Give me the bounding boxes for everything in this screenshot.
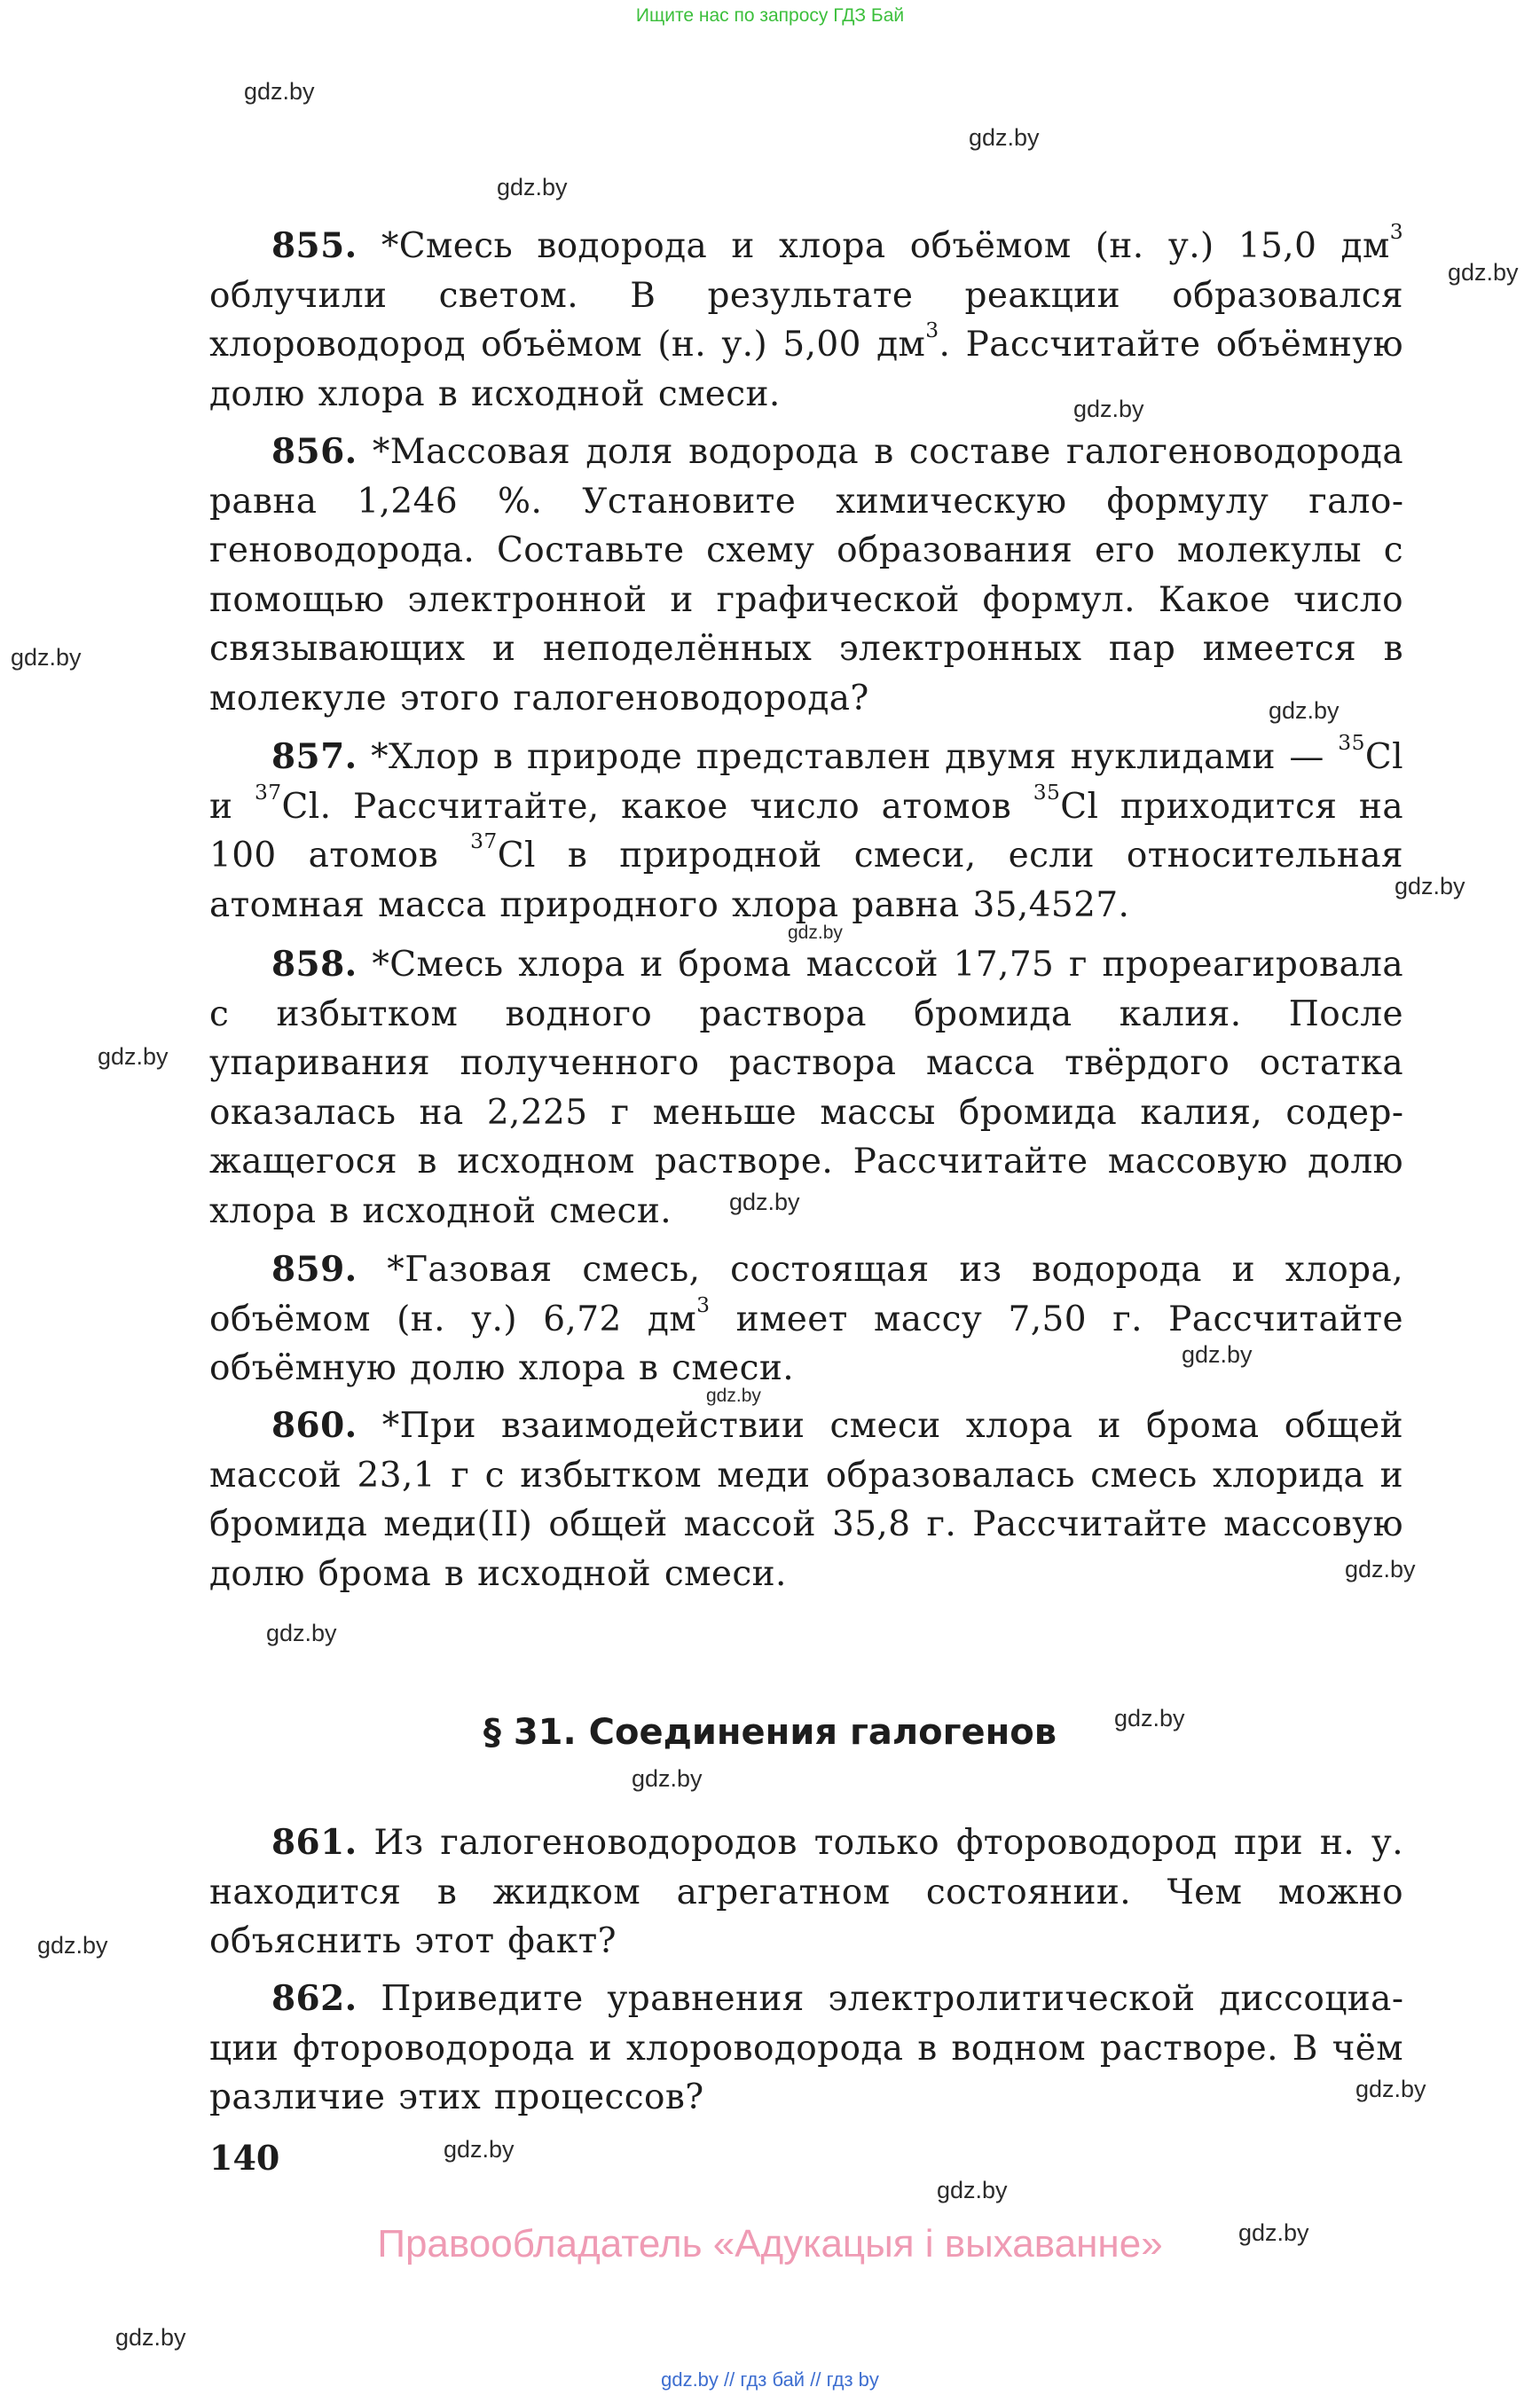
problem-856 <box>209 428 1403 723</box>
watermark: gdz.by <box>632 1765 703 1792</box>
watermark: gdz.by <box>244 78 315 105</box>
superscript: 3 <box>1389 218 1403 244</box>
watermark: gdz.by <box>1345 1556 1416 1582</box>
problem-text: *Смесь хлора и брома массой 17,75 г прореагировала с избытком водного раствора бромида калия. После упаривания полученного раствора масса твёрдого остатка оказалась на 2,225 г меньше массы бромида калия, содержащегося в исходном растворе. Рассчитайте массовую долю хлора в исходной смеси. <box>209 945 1403 1231</box>
problem-text: Cl приходится на 100 атомов <box>209 786 1403 876</box>
watermark: gdz.by <box>1395 873 1465 899</box>
problem-text: Приведите уравнения электролитической диссоциации фтороводорода и хлороводорода в водном растворе. В чём различие этих процессов? <box>209 1979 1403 2117</box>
watermark: gdz.by <box>1238 2219 1309 2246</box>
watermark: gdz.by <box>706 1386 761 1406</box>
watermark: gdz.by <box>115 2324 186 2351</box>
problem-number: 858. <box>271 944 358 985</box>
watermark: gdz.by <box>444 2136 515 2163</box>
search-banner[interactable]: Ищите нас по запросу ГДЗ Бай <box>635 5 905 26</box>
problem-text: облучили светом. В результате реакции образовался хлороводород объёмом (н. у.) 5,00 дм <box>209 275 1403 365</box>
watermark: gdz.by <box>969 124 1040 151</box>
superscript: 37 <box>254 779 282 805</box>
problem-text: Cl в природной смеси, если относительная атомная масса природного хлора равна 35,4527. <box>209 836 1403 925</box>
problem-857 <box>209 729 1403 930</box>
problem-text: Cl. Рассчитайте, какое число атомов <box>281 786 1033 827</box>
problem-text: *Массовая доля водорода в составе галогеноводорода равна 1,246 %. Установите химическую формулу галогеноводорода. Составьте схему образования его молекулы с помощью электронной и графической формул. Какое число связывающих и неподелённых электронных пар имеется в молекуле этого галогеноводорода? <box>209 432 1403 719</box>
problem-text: Cl и <box>209 737 1403 827</box>
watermark: gdz.by <box>1355 2076 1426 2102</box>
superscript: 35 <box>1338 729 1365 755</box>
watermark: gdz.by <box>266 1620 337 1646</box>
watermark: gdz.by <box>937 2177 1008 2203</box>
problem-number: 855. <box>271 225 358 266</box>
problem-text: . Рассчитайте объёмную долю хлора в исходной смеси. <box>209 325 1403 414</box>
problem-number: 856. <box>271 431 358 472</box>
problem-text: *Смесь водорода и хлора объёмом (н. у.) 15,0 дм <box>381 226 1390 266</box>
watermark: gdz.by <box>1182 1341 1253 1368</box>
watermark: gdz.by <box>37 1932 108 1959</box>
problem-text: *Газовая смесь, состоящая из водорода и хлора, объёмом (н. у.) 6,72 дм <box>209 1250 1403 1339</box>
footer-link-gdz-by[interactable]: gdz.by <box>661 2368 719 2391</box>
problem-859 <box>209 1245 1403 1394</box>
watermark: gdz.by <box>98 1043 169 1070</box>
superscript: 3 <box>925 317 939 342</box>
problem-862 <box>209 1975 1403 2123</box>
watermark: gdz.by <box>497 174 568 200</box>
watermark: gdz.by <box>1114 1705 1185 1732</box>
problem-860 <box>209 1402 1403 1598</box>
footer-link-gdz-by-ru[interactable]: гдз by <box>826 2368 879 2391</box>
problem-text: Из галогеноводородов только фтороводород при н. у. находится в жидком агрегатном состоянии. Чем можно объяснить этот факт? <box>209 1823 1403 1961</box>
footer-separator: // <box>810 2368 821 2391</box>
footer-links <box>0 2368 1540 2391</box>
problem-text: *При взаимодействии смеси хлора и брома общей массой 23,1 г с избытком меди образовалась смесь хлорида и бромида меди(II) общей массой 35,8 г. Рассчитайте массовую долю брома в исходной смеси. <box>209 1406 1403 1594</box>
page-number: 140 <box>209 2138 280 2178</box>
problem-858 <box>209 940 1403 1236</box>
problem-number: 857. <box>271 736 358 777</box>
problem-861 <box>209 1818 1403 1967</box>
watermark: gdz.by <box>1448 259 1519 286</box>
superscript: 35 <box>1033 779 1061 805</box>
watermark: gdz.by <box>729 1189 800 1215</box>
watermark: gdz.by <box>1269 697 1340 724</box>
watermark: gdz.by <box>1073 396 1144 422</box>
problem-number: 862. <box>271 1978 358 2019</box>
watermark: gdz.by <box>11 644 82 671</box>
problem-text: имеет массу 7,50 г. Рассчитайте объёмную долю хлора в смеси. <box>209 1299 1403 1388</box>
problem-number: 859. <box>271 1249 358 1290</box>
problem-number: 860. <box>271 1405 358 1446</box>
problem-number: 861. <box>271 1822 358 1863</box>
footer-link-gdz-bai[interactable]: гдз бай <box>740 2368 805 2391</box>
section-title: § 31. Соединения галогенов <box>483 1712 1057 1753</box>
superscript: 3 <box>696 1292 711 1317</box>
problem-855 <box>209 218 1403 419</box>
footer-separator: // <box>724 2368 735 2391</box>
copyright-notice: Правообладатель «Адукацыя і выхаванне» <box>377 2222 1163 2266</box>
watermark: gdz.by <box>788 923 843 943</box>
superscript: 37 <box>470 828 498 853</box>
problem-text: *Хлор в природе представлен двумя нуклидами — <box>371 737 1324 777</box>
